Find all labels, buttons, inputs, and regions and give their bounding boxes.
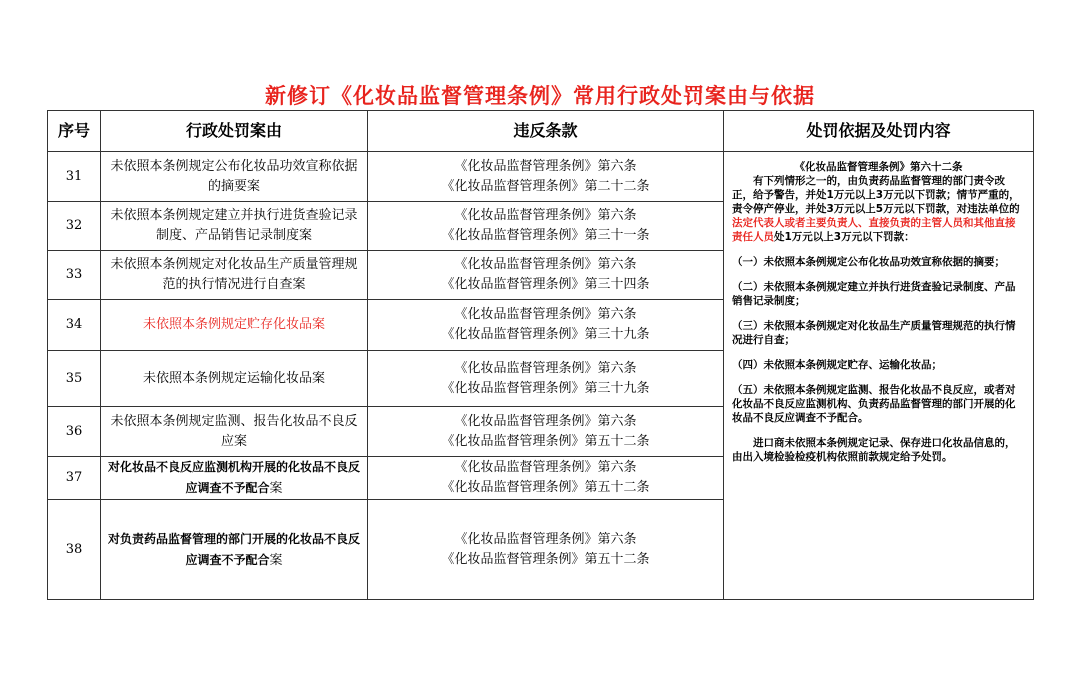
table-row [48,152,1034,202]
row-cause: 未依照本条例规定运输化妆品案 [101,351,368,407]
row-cause [101,457,368,500]
basis-item: 进口商未依照本条例规定记录、保存进口化妆品信息的，由出入境检验检疫机构依照前款规定给予处罚。 [732,437,1016,463]
page-title: 新修订《化妆品监督管理条例》常用行政处罚案由与依据 [265,84,815,108]
header-no: 序号 [48,111,101,152]
basis-item: （三）未依照本条例规定对化妆品生产质量管理规范的执行情况进行自查； [732,320,1016,346]
row-cause: 未依照本条例规定贮存化妆品案 [101,300,368,351]
row-clause [368,300,724,351]
basis-item: （一）未依照本条例规定公布化妆品功效宣称依据的摘要； [732,256,1005,268]
basis-item: （五）未依照本条例规定监测、报告化妆品不良反应，或者对化妆品不良反应监测机构、负责药品监督管理的部门开展的化妆品不良反应调查不予配合。 [732,384,1016,424]
header-cause: 行政处罚案由 [101,111,368,152]
basis-head: 《化妆品监督管理条例》第六十二条 [794,161,963,173]
row-cause-bold: 对化妆品不良反应监测机构开展的化妆品不良反应调查不予配合 [107,460,360,495]
row-no: 36 [48,407,101,457]
row-no: 38 [48,500,101,600]
row-cause-tail: 案 [269,552,283,568]
clause-line-1: 《化妆品监督管理条例》第六条 [454,531,637,547]
basis-item: （二）未依照本条例规定建立并执行进货查验记录制度、产品销售记录制度； [732,281,1016,307]
row-cause-tail: 案 [269,481,283,496]
row-cause [101,500,368,600]
clause-line-2: 《化妆品监督管理条例》第五十二条 [441,551,650,567]
row-clause [368,500,724,600]
clause-line-2: 《化妆品监督管理条例》第三十四条 [441,277,650,292]
penalty-basis-cell [724,152,1034,600]
penalty-table [47,110,1034,600]
clause-line-2: 《化妆品监督管理条例》第五十二条 [441,480,650,495]
clause-line-1: 《化妆品监督管理条例》第六条 [454,413,637,429]
row-clause [368,351,724,407]
row-no: 34 [48,300,101,351]
row-no: 35 [48,351,101,407]
clause-line-2: 《化妆品监督管理条例》第五十二条 [441,433,650,449]
clause-line-1: 《化妆品监督管理条例》第六条 [454,208,637,223]
clause-line-1: 《化妆品监督管理条例》第六条 [454,257,637,272]
basis-intro-1: 有下列情形之一的，由负责药品监督管理的部门责令改正，给予警告，并处1万元以上3万元以下罚款；情节严重的，责令停产停业，并处3万元以上5万元以下罚款，对违法单位的 [732,175,1020,215]
row-cause: 未依照本条例规定监测、报告化妆品不良反应案 [101,407,368,457]
row-clause [368,152,724,202]
basis-item: （四）未依照本条例规定贮存、运输化妆品； [732,359,942,371]
row-cause: 未依照本条例规定建立并执行进货查验记录制度、产品销售记录制度案 [101,202,368,251]
header-basis: 处罚依据及处罚内容 [724,111,1034,152]
clause-line-2: 《化妆品监督管理条例》第三十一条 [441,228,650,243]
row-cause: 未依照本条例规定对化妆品生产质量管理规范的执行情况进行自查案 [101,251,368,300]
table-header-row [48,111,1034,152]
clause-line-1: 《化妆品监督管理条例》第六条 [454,460,637,475]
clause-line-2: 《化妆品监督管理条例》第三十九条 [441,380,650,396]
row-no: 32 [48,202,101,251]
row-clause [368,251,724,300]
clause-line-2: 《化妆品监督管理条例》第二十二条 [441,178,650,194]
row-no: 31 [48,152,101,202]
row-clause [368,202,724,251]
basis-intro-red: 法定代表人或者主要负责人、直接负责的主管人员和其他直接责任人员 [732,217,1016,243]
clause-line-1: 《化妆品监督管理条例》第六条 [454,307,637,322]
clause-line-1: 《化妆品监督管理条例》第六条 [454,360,637,376]
row-clause [368,407,724,457]
row-cause-bold: 对负责药品监督管理的部门开展的化妆品不良反应调查不予配合 [107,531,360,567]
row-no: 33 [48,251,101,300]
clause-line-1: 《化妆品监督管理条例》第六条 [454,158,637,174]
row-no: 37 [48,457,101,500]
row-cause: 未依照本条例规定公布化妆品功效宣称依据的摘要案 [101,152,368,202]
row-clause [368,457,724,500]
basis-intro-2: 处1万元以上3万元以下罚款： [774,231,915,243]
clause-line-2: 《化妆品监督管理条例》第三十九条 [441,327,650,342]
header-clause: 违反条款 [368,111,724,152]
basis-intro [732,174,1025,244]
